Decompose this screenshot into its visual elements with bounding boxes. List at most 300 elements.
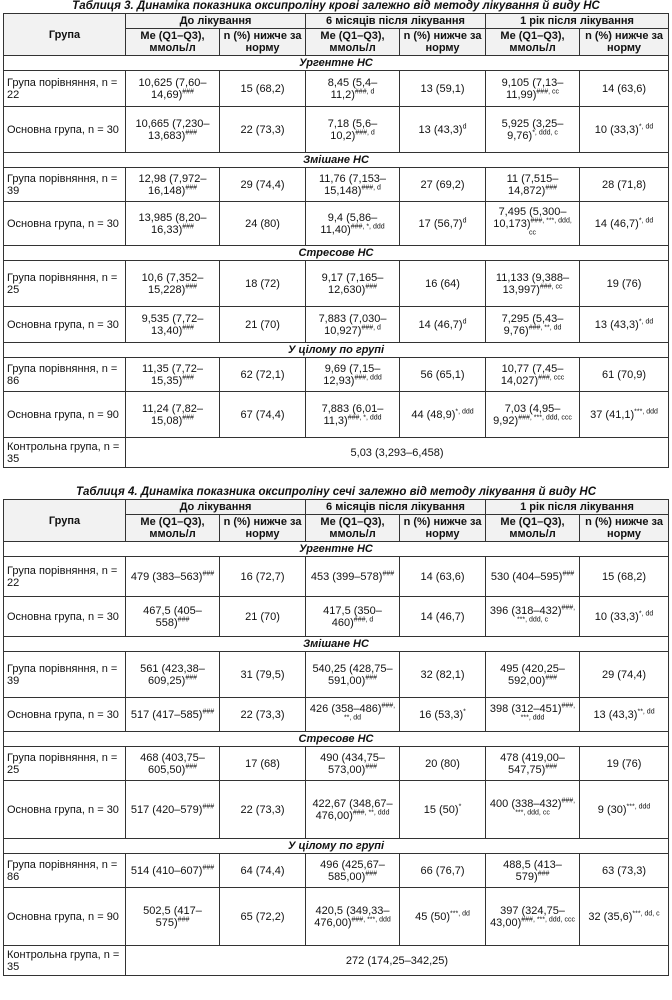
group-name: Група порівняння, n = 25 — [4, 747, 126, 781]
cell-value: 502,5 (417–575) — [143, 904, 202, 929]
cell-value: 10,6 (7,352–15,228) — [141, 271, 204, 296]
cell-value: 11,35 (7,72–15,35) — [142, 362, 203, 387]
significance-marks: d — [462, 317, 467, 325]
cell-value: 453 (399–578) — [310, 570, 383, 583]
section-row — [4, 153, 669, 168]
count-cell — [400, 747, 486, 781]
significance-marks: ### — [202, 863, 215, 871]
cell-value: 420,5 (349,33–476,00) — [314, 904, 390, 929]
cell-value: 45 (50) — [415, 910, 451, 923]
section-row — [4, 542, 669, 557]
group-name: Група порівняння, n = 22 — [4, 71, 126, 107]
median-cell — [486, 358, 580, 392]
count-cell — [400, 557, 486, 597]
table-row — [4, 307, 669, 343]
table-row — [4, 597, 669, 637]
significance-marks: ###, ***, ddd, cc — [515, 796, 576, 816]
group-name: Основна група, n = 30 — [4, 107, 126, 153]
header-row — [4, 500, 669, 515]
median-cell — [306, 854, 400, 888]
count-cell — [400, 698, 486, 732]
median-cell — [126, 888, 220, 946]
significance-marks: * — [458, 802, 462, 810]
cell-value: 14 (63,6) — [602, 82, 647, 95]
median-cell — [306, 107, 400, 153]
cell-value: 468 (403,75–605,50) — [140, 751, 205, 776]
median-cell — [126, 781, 220, 839]
cell-value: 37 (41,1) — [590, 408, 635, 421]
cell-value: 400 (338–432) — [489, 797, 562, 810]
median-cell — [306, 202, 400, 246]
significance-marks: ### — [182, 373, 194, 381]
median-cell — [126, 261, 220, 307]
cell-value: 9 (30) — [597, 803, 627, 816]
median-header: Me (Q1–Q3), ммоль/л — [306, 29, 400, 56]
cell-value: 16 (72,7) — [240, 570, 285, 583]
median-cell — [306, 781, 400, 839]
control-value: 5,03 (3,293–6,458) — [126, 438, 669, 468]
cell-value: 63 (73,3) — [602, 864, 647, 877]
cell-value: 19 (76) — [606, 277, 642, 290]
header-row — [4, 14, 669, 29]
section-title: У цілому по групі — [4, 343, 669, 358]
cell-value: 467,5 (405–558) — [143, 604, 202, 629]
cell-value: 9,535 (7,72–13,40) — [141, 312, 204, 337]
count-cell — [220, 652, 306, 698]
median-cell — [486, 698, 580, 732]
table-row — [4, 71, 669, 107]
count-cell — [220, 854, 306, 888]
significance-marks: ### — [182, 87, 194, 95]
median-cell — [126, 597, 220, 637]
median-cell — [126, 747, 220, 781]
median-cell — [486, 597, 580, 637]
section-row — [4, 637, 669, 652]
cell-value: 56 (65,1) — [420, 368, 465, 381]
median-cell — [306, 392, 400, 438]
count-cell — [580, 358, 669, 392]
section-row — [4, 343, 669, 358]
significance-marks: ### — [185, 183, 197, 191]
cell-value: 11,133 (9,388–13,997) — [495, 271, 570, 296]
section-title: Змішане НС — [4, 637, 669, 652]
table3 — [3, 13, 669, 468]
control-group-name: Контрольна група, n = 35 — [4, 438, 126, 468]
count-header: n (%) нижче за норму — [400, 515, 486, 542]
significance-marks: ### — [365, 869, 378, 877]
cell-value: 9,69 (7,15–12,93) — [323, 362, 381, 387]
significance-marks: ### — [202, 707, 215, 715]
cell-value: 22 (73,3) — [240, 708, 285, 721]
group-name: Основна група, n = 90 — [4, 392, 126, 438]
cell-value: 10,77 (7,45–14,027) — [500, 362, 564, 387]
cell-value: 17 (56,7) — [418, 217, 463, 230]
significance-marks: ###, d — [361, 183, 381, 191]
median-cell — [486, 261, 580, 307]
cell-value: 479 (383–563) — [130, 570, 203, 583]
count-cell — [220, 202, 306, 246]
significance-marks: ### — [182, 222, 194, 230]
section-row — [4, 839, 669, 854]
cell-value: 14 (46,7) — [594, 217, 639, 230]
significance-marks: ### — [545, 762, 558, 770]
count-cell — [400, 781, 486, 839]
cell-value: 64 (74,4) — [240, 864, 285, 877]
table-row — [4, 854, 669, 888]
count-cell — [220, 557, 306, 597]
group-header: Група — [4, 500, 126, 542]
significance-marks: ###, ddd — [354, 373, 382, 381]
median-cell — [486, 71, 580, 107]
cell-value: 422,67 (348,67–476,00) — [312, 797, 393, 822]
median-cell — [126, 71, 220, 107]
count-header: n (%) нижче за норму — [400, 29, 486, 56]
cell-value: 15 (68,2) — [602, 570, 647, 583]
median-cell — [126, 392, 220, 438]
median-cell — [126, 854, 220, 888]
group-name: Група порівняння, n = 22 — [4, 557, 126, 597]
count-cell — [220, 307, 306, 343]
table-row — [4, 698, 669, 732]
section-title: Ургентне НС — [4, 56, 669, 71]
group-name: Основна група, n = 30 — [4, 307, 126, 343]
count-cell — [400, 652, 486, 698]
table-row — [4, 107, 669, 153]
count-cell — [580, 261, 669, 307]
count-cell — [580, 781, 669, 839]
median-header: Me (Q1–Q3), ммоль/л — [126, 515, 220, 542]
count-cell — [580, 698, 669, 732]
cell-value: 10,665 (7,230–13,683) — [135, 117, 210, 142]
six-months-header: 6 місяців після лікування — [306, 500, 486, 515]
count-cell — [580, 597, 669, 637]
significance-marks: ### — [365, 762, 378, 770]
count-cell — [220, 698, 306, 732]
significance-marks: ###, ***, ddd — [520, 701, 576, 721]
count-cell — [220, 261, 306, 307]
cell-value: 7,295 (5,43–9,76) — [501, 312, 564, 337]
median-cell — [306, 71, 400, 107]
cell-value: 10 (33,3) — [594, 610, 639, 623]
count-cell — [580, 307, 669, 343]
significance-marks: ### — [185, 128, 197, 136]
section-row — [4, 56, 669, 71]
group-name: Група порівняння, n = 25 — [4, 261, 126, 307]
one-year-header: 1 рік після лікування — [486, 500, 669, 515]
median-cell — [486, 107, 580, 153]
median-cell — [126, 107, 220, 153]
cell-value: 490 (434,75–573,00) — [320, 751, 385, 776]
section-title: Стресове НС — [4, 246, 669, 261]
significance-marks: ###, cc — [536, 87, 559, 95]
table-row — [4, 781, 669, 839]
significance-marks: ###, *, ddd — [347, 413, 382, 421]
median-header: Me (Q1–Q3), ммоль/л — [126, 29, 220, 56]
significance-marks: ***, dd, c — [632, 909, 660, 917]
count-cell — [400, 597, 486, 637]
median-cell — [126, 202, 220, 246]
median-cell — [486, 202, 580, 246]
cell-value: 7,883 (6,01–11,3) — [321, 402, 384, 427]
significance-marks: ### — [182, 323, 194, 331]
cell-value: 20 (80) — [425, 757, 460, 770]
significance-marks: ### — [202, 802, 215, 810]
cell-value: 11,24 (7,82–15,08) — [142, 402, 203, 427]
cell-value: 31 (79,5) — [240, 668, 285, 681]
table-row — [4, 888, 669, 946]
cell-value: 18 (72) — [245, 277, 280, 290]
section-title: Ургентне НС — [4, 542, 669, 557]
significance-marks: ###, d — [354, 87, 375, 95]
cell-value: 44 (48,9) — [411, 408, 456, 421]
cell-value: 9,17 (7,165–12,630) — [321, 271, 384, 296]
count-cell — [220, 107, 306, 153]
cell-value: 496 (425,67–585,00) — [320, 858, 385, 883]
group-name: Основна група, n = 30 — [4, 698, 126, 732]
median-header: Me (Q1–Q3), ммоль/л — [486, 515, 580, 542]
count-cell — [400, 168, 486, 202]
count-cell — [220, 358, 306, 392]
count-cell — [580, 557, 669, 597]
cell-value: 29 (74,4) — [240, 178, 285, 191]
cell-value: 8,45 (5,4–11,2) — [327, 76, 378, 101]
median-cell — [306, 888, 400, 946]
count-cell — [580, 202, 669, 246]
cell-value: 27 (69,2) — [420, 178, 465, 191]
significance-marks: ### — [545, 673, 558, 681]
significance-marks: ***, ddd — [634, 407, 658, 415]
section-row — [4, 732, 669, 747]
section-row — [4, 246, 669, 261]
cell-value: 5,925 (3,25–9,76) — [501, 117, 564, 142]
significance-marks: ### — [177, 615, 190, 623]
count-header: n (%) нижче за норму — [220, 29, 306, 56]
group-name: Група порівняння, n = 86 — [4, 854, 126, 888]
significance-marks: *, dd — [638, 216, 654, 224]
table4 — [3, 499, 669, 976]
significance-marks: ###, **, ddd — [352, 808, 390, 816]
significance-marks: *, dd — [638, 317, 654, 325]
cell-value: 488,5 (413–579) — [503, 858, 562, 883]
significance-marks: ### — [562, 569, 575, 577]
significance-marks: ###, ***, ddd, ccc — [518, 413, 572, 421]
count-cell — [400, 202, 486, 246]
significance-marks: ***, ddd — [626, 802, 651, 810]
significance-marks: ###, ***, ddd, cc — [529, 216, 572, 236]
significance-marks: ### — [365, 673, 378, 681]
significance-marks: ### — [545, 183, 558, 191]
cell-value: 9,105 (7,13–11,99) — [501, 76, 564, 101]
median-cell — [306, 261, 400, 307]
significance-marks: *, ddd — [455, 407, 474, 415]
significance-marks: ### — [185, 762, 197, 770]
significance-marks: ###, d — [361, 323, 381, 331]
control-row — [4, 438, 669, 468]
count-cell — [220, 392, 306, 438]
group-name: Основна група, n = 90 — [4, 888, 126, 946]
median-cell — [126, 652, 220, 698]
significance-marks: ### — [365, 282, 378, 290]
table-row — [4, 392, 669, 438]
count-cell — [580, 71, 669, 107]
median-cell — [486, 652, 580, 698]
cell-value: 561 (423,38–609,25) — [140, 662, 205, 687]
section-title: Змішане НС — [4, 153, 669, 168]
cell-value: 478 (419,00–547,75) — [500, 751, 565, 776]
count-cell — [400, 307, 486, 343]
count-cell — [580, 888, 669, 946]
cell-value: 21 (70) — [245, 610, 280, 623]
cell-value: 28 (71,8) — [602, 178, 647, 191]
count-header: n (%) нижче за норму — [220, 515, 306, 542]
significance-marks: ### — [382, 569, 395, 577]
cell-value: 19 (76) — [606, 757, 642, 770]
table-row — [4, 168, 669, 202]
count-cell — [400, 261, 486, 307]
significance-marks: ###, ***, ddd — [351, 915, 391, 923]
cell-value: 517 (420–579) — [130, 803, 203, 816]
cell-value: 7,18 (5,6–10,2) — [327, 117, 378, 142]
count-cell — [400, 854, 486, 888]
table-row — [4, 652, 669, 698]
count-cell — [220, 597, 306, 637]
before-header: До лікування — [126, 14, 306, 29]
count-header: n (%) нижче за норму — [580, 29, 669, 56]
median-cell — [306, 597, 400, 637]
cell-value: 11 (7,515–14,872) — [506, 172, 559, 197]
significance-marks: ###, ***, ddd, c — [516, 603, 576, 623]
significance-marks: ### — [202, 569, 215, 577]
cell-value: 13 (59,1) — [420, 82, 465, 95]
significance-marks: ### — [537, 869, 550, 877]
cell-value: 12,98 (7,972–16,148) — [138, 172, 207, 197]
median-cell — [486, 781, 580, 839]
cell-value: 14 (63,6) — [420, 570, 465, 583]
count-cell — [580, 168, 669, 202]
median-cell — [486, 888, 580, 946]
cell-value: 29 (74,4) — [602, 668, 647, 681]
median-cell — [486, 307, 580, 343]
count-cell — [220, 888, 306, 946]
table-row — [4, 261, 669, 307]
cell-value: 397 (324,75–43,00) — [490, 904, 565, 929]
group-header: Група — [4, 14, 126, 56]
cell-value: 530 (404–595) — [490, 570, 563, 583]
count-cell — [220, 168, 306, 202]
cell-value: 14 (46,7) — [420, 610, 465, 623]
control-row — [4, 946, 669, 976]
significance-marks: ###, **, dd — [343, 701, 396, 721]
significance-marks: ###, ***, ddd, ccc — [521, 915, 575, 923]
median-cell — [306, 747, 400, 781]
significance-marks: ###, *, ddd — [350, 222, 385, 230]
cell-value: 22 (73,3) — [240, 803, 285, 816]
cell-value: 67 (74,4) — [240, 408, 285, 421]
cell-value: 65 (72,2) — [240, 910, 285, 923]
median-cell — [486, 168, 580, 202]
cell-value: 13,985 (8,20–16,33) — [138, 211, 207, 236]
cell-value: 10 (33,3) — [594, 123, 639, 136]
significance-marks: ###, ccc — [538, 373, 565, 381]
median-cell — [486, 854, 580, 888]
significance-marks: *, dd — [638, 122, 654, 130]
group-name: Група порівняння, n = 39 — [4, 652, 126, 698]
cell-value: 396 (318–432) — [489, 604, 562, 617]
median-cell — [306, 358, 400, 392]
cell-value: 32 (82,1) — [420, 668, 465, 681]
count-cell — [400, 888, 486, 946]
cell-value: 7,03 (4,95–9,92) — [493, 402, 561, 427]
table-row — [4, 202, 669, 246]
before-header: До лікування — [126, 500, 306, 515]
count-cell — [580, 392, 669, 438]
median-cell — [306, 307, 400, 343]
significance-marks: *, ddd, c — [532, 128, 558, 136]
cell-value: 61 (70,9) — [602, 368, 647, 381]
significance-marks: * — [463, 707, 466, 715]
count-cell — [400, 107, 486, 153]
significance-marks: ###, d — [355, 128, 375, 136]
cell-value: 32 (35,6) — [588, 910, 633, 923]
cell-value: 22 (73,3) — [240, 123, 285, 136]
cell-value: 16 (64) — [425, 277, 460, 290]
cell-value: 495 (420,25–592,00) — [500, 662, 565, 687]
cell-value: 17 (68) — [245, 757, 280, 770]
section-title: Стресове НС — [4, 732, 669, 747]
median-header: Me (Q1–Q3), ммоль/л — [486, 29, 580, 56]
cell-value: 13 (43,3) — [418, 123, 463, 136]
table3-caption: Таблиця 3. Динаміка показника оксипроліну крові залежно від методу лікування й виду НС — [72, 0, 600, 12]
group-name: Основна група, n = 30 — [4, 597, 126, 637]
cell-value: 426 (358–486) — [309, 702, 382, 715]
count-cell — [220, 71, 306, 107]
significance-marks: ***, dd — [450, 909, 470, 917]
cell-value: 540,25 (428,75–591,00) — [312, 662, 393, 687]
table-row — [4, 557, 669, 597]
median-cell — [126, 557, 220, 597]
one-year-header: 1 рік після лікування — [486, 14, 669, 29]
significance-marks: d — [462, 122, 467, 130]
count-cell — [580, 854, 669, 888]
significance-marks: ###, d — [353, 615, 374, 623]
table-row — [4, 358, 669, 392]
group-name: Група порівняння, n = 86 — [4, 358, 126, 392]
cell-value: 21 (70) — [245, 318, 280, 331]
cell-value: 517 (417–585) — [130, 708, 203, 721]
median-cell — [486, 557, 580, 597]
cell-value: 14 (46,7) — [418, 318, 463, 331]
median-cell — [126, 698, 220, 732]
section-title: У цілому по групі — [4, 839, 669, 854]
median-cell — [306, 652, 400, 698]
count-cell — [220, 781, 306, 839]
group-name: Основна група, n = 30 — [4, 202, 126, 246]
significance-marks: ### — [185, 282, 197, 290]
count-cell — [400, 358, 486, 392]
median-cell — [306, 168, 400, 202]
significance-marks: ###, **, dd — [528, 323, 562, 331]
cell-value: 13 (43,3) — [594, 318, 639, 331]
cell-value: 7,883 (7,030–10,927) — [318, 312, 387, 337]
median-header: Me (Q1–Q3), ммоль/л — [306, 515, 400, 542]
significance-marks: ### — [177, 915, 190, 923]
cell-value: 7,495 (5,300–10,173) — [493, 205, 567, 230]
cell-value: 13 (43,3) — [593, 708, 638, 721]
count-cell — [220, 747, 306, 781]
significance-marks: **, dd — [637, 707, 655, 715]
median-cell — [486, 747, 580, 781]
six-months-header: 6 місяців після лікування — [306, 14, 486, 29]
